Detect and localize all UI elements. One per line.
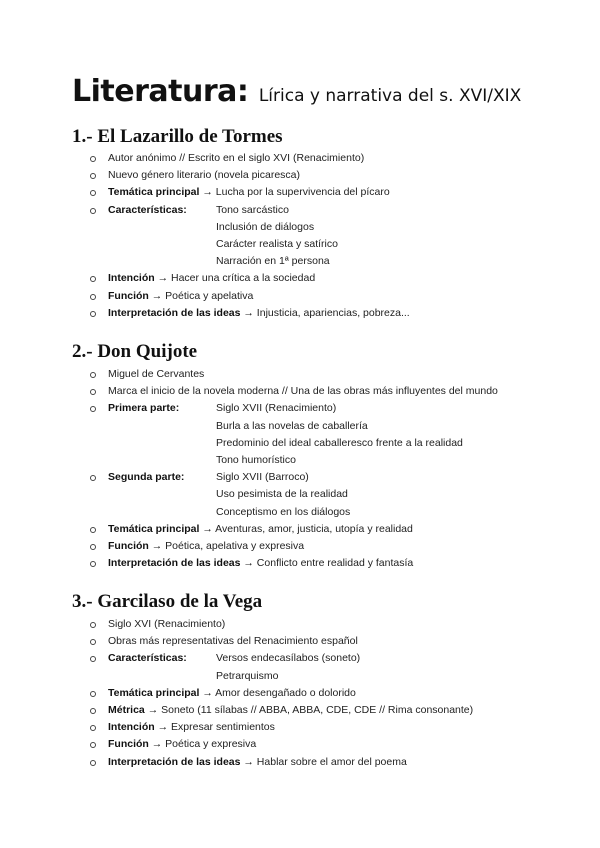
list-item: Temática principal → Aventuras, amor, justicia, utopía y realidad (90, 521, 550, 538)
list-item: Marca el inicio de la novela moderna // Una de las obras más influyentes del mundo (90, 383, 550, 400)
section-heading-lazarillo: 1.- El Lazarillo de Tormes (72, 126, 283, 147)
list-item: Interpretación de las ideas → Hablar sobre el amor del poema (90, 754, 550, 771)
list-item-continuation: Petrarquismo (216, 669, 279, 682)
list-item: Temática principal → Amor desengañado o dolorido (90, 685, 550, 702)
list-item-continuation: Burla a las novelas de caballería (216, 419, 368, 432)
list-item: Interpretación de las ideas → Conflicto entre realidad y fantasía (90, 555, 550, 572)
title-main: Literatura: (72, 74, 249, 109)
list-item: Nuevo género literario (novela picaresca) (90, 167, 550, 184)
list-item-continuation: Uso pesimista de la realidad (216, 488, 348, 501)
section-list-lazarillo (90, 150, 550, 322)
section-heading-quijote: 2.- Don Quijote (72, 341, 198, 362)
list-item-continuation: Tono humorístico (216, 454, 296, 467)
list-item: Características: Versos endecasílabos (soneto) (90, 650, 550, 667)
list-item: Intención → Expresar sentimientos (90, 719, 550, 736)
list-item-continuation: Carácter realista y satírico (216, 238, 338, 251)
list-item: Función → Poética y expresiva (90, 736, 550, 753)
list-item: Autor anónimo // Escrito en el siglo XVI (Renacimiento) (90, 150, 550, 167)
list-item-continuation: Narración en 1ª persona (216, 255, 330, 268)
list-item: Segunda parte: Siglo XVII (Barroco) (90, 469, 550, 486)
list-item: Características: Tono sarcástico (90, 202, 550, 219)
list-item: Miguel de Cervantes (90, 366, 550, 383)
list-item: Intención → Hacer una crítica a la sociedad (90, 270, 550, 287)
list-item-continuation: Predominio del ideal caballeresco frente a la realidad (216, 436, 463, 449)
list-item: Temática principal → Lucha por la supervivencia del pícaro (90, 184, 550, 201)
list-item-continuation: Conceptismo en los diálogos (216, 505, 351, 518)
list-item-continuation: Inclusión de diálogos (216, 220, 315, 233)
list-item: Métrica → Soneto (11 sílabas // ABBA, ABBA, CDE, CDE // Rima consonante) (90, 702, 550, 719)
title-subtitle: Lírica y narrativa del s. XVI/XIX (258, 86, 522, 106)
section-list-garcilaso (90, 616, 550, 771)
list-item: Primera parte: Siglo XVII (Renacimiento) (90, 400, 550, 417)
list-item: Función → Poética y apelativa (90, 288, 550, 305)
list-item: Función → Poética, apelativa y expresiva (90, 538, 550, 555)
section-heading-garcilaso: 3.- Garcilaso de la Vega (72, 591, 263, 612)
list-item: Obras más representativas del Renacimiento español (90, 633, 550, 650)
page-title (72, 74, 521, 109)
list-item: Siglo XVI (Renacimiento) (90, 616, 550, 633)
section-list-quijote (90, 366, 550, 572)
list-item: Interpretación de las ideas → Injusticia, apariencias, pobreza... (90, 305, 550, 322)
